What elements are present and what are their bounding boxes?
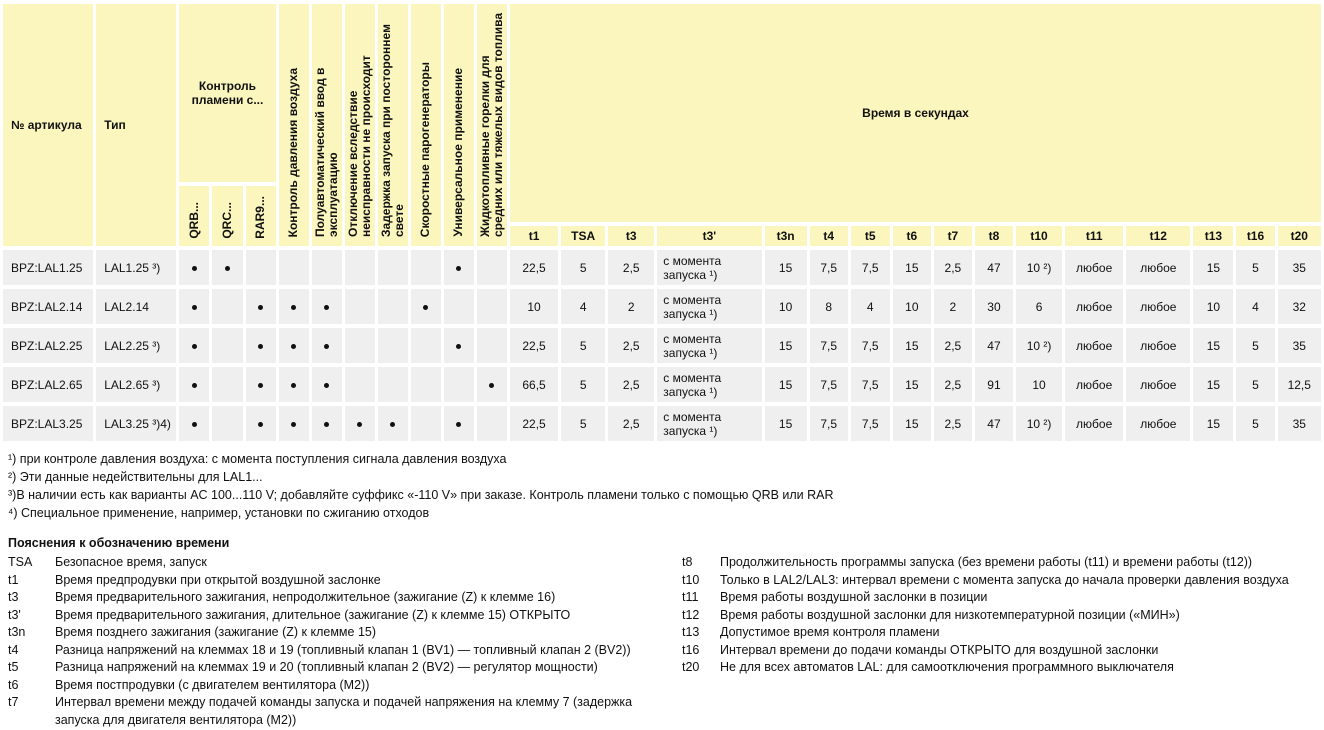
- time-definition-row: [8, 624, 682, 642]
- time-value-cell: 5: [1236, 367, 1274, 402]
- feature-flag-cell: [477, 328, 507, 363]
- time-definition: Время постпродувки (с двигателем вентилятора (M2)): [55, 677, 370, 692]
- start-delay-extraneous-light-label: Задержка запуска при постороннем свете: [378, 24, 406, 237]
- oil-burners-heavy-fuel-header: [477, 4, 507, 246]
- article-number-cell: BPZ:LAL3.25: [3, 406, 93, 441]
- feature-flag-cell: [279, 289, 309, 324]
- feature-flag-cell: [279, 250, 309, 285]
- time-definition: Время позднего зажигания (зажигание (Z) к клемме 15): [55, 625, 377, 639]
- time-value-cell: 91: [975, 367, 1013, 402]
- dot-marker: [192, 422, 197, 427]
- footnotes: [8, 450, 1324, 522]
- universal-application-label: Универсальное применение: [451, 68, 466, 237]
- feature-flag-cell: [444, 328, 474, 363]
- time-col-header-t5: t5: [851, 226, 890, 246]
- oil-burners-heavy-fuel-label: Жидкотопливные горелки для средних или тяжелых видов топлива: [477, 12, 505, 237]
- type-cell: LAL3.25 ³)4): [96, 406, 176, 441]
- time-value-cell: с момента запуска ¹): [657, 328, 761, 363]
- explanations-right: [682, 554, 1324, 677]
- time-col-header-t11: t11: [1065, 226, 1123, 246]
- time-value-cell: 2: [934, 289, 972, 324]
- time-value-cell: 5: [1236, 406, 1274, 441]
- feature-flag-cell: [378, 406, 408, 441]
- air-pressure-control-label: Контроль давления воздуха: [286, 67, 301, 237]
- flame-control-group-header: Контроль пламени с...: [179, 4, 275, 182]
- time-value-cell: 15: [765, 250, 807, 285]
- time-value-cell: 10 ²): [1016, 328, 1062, 363]
- time-definition: Разница напряжений на клеммах 18 и 19 (топливный клапан 1 (BV1) — топливный клапан 2 (BV2)): [55, 642, 631, 657]
- dot-marker: [258, 344, 263, 349]
- time-value-cell: 22,5: [510, 250, 558, 285]
- time-definition: Время работы воздушной заслонки в позиции: [720, 590, 988, 604]
- feature-flag-cell: [179, 406, 209, 441]
- time-value-cell: 15: [1193, 328, 1233, 363]
- time-value-cell: 15: [765, 406, 807, 441]
- time-value-cell: с момента запуска ¹): [657, 289, 761, 324]
- time-value-cell: с момента запуска ¹): [657, 406, 761, 441]
- time-symbol: t12: [682, 607, 700, 622]
- dot-marker: [291, 383, 296, 388]
- feature-flag-cell: [212, 367, 242, 402]
- feature-flag-cell: [444, 406, 474, 441]
- dot-marker: [192, 266, 197, 271]
- start-delay-extraneous-light-header: [378, 4, 408, 246]
- time-definition: Только в LAL2/LAL3: интервал времени с момента запуска до начала проверки давления воздуха: [720, 572, 1289, 587]
- time-definition: Время работы воздушной заслонки для низкотемпературной позиции («МИН»): [720, 607, 1180, 622]
- table-row: [3, 289, 1321, 324]
- time-value-cell: 7,5: [851, 406, 890, 441]
- feature-flag-cell: [279, 406, 309, 441]
- no-fault-shutdown-header: [345, 4, 375, 246]
- feature-flag-cell: [411, 406, 441, 441]
- article-number-cell: BPZ:LAL2.25: [3, 328, 93, 363]
- time-value-cell: 7,5: [810, 328, 848, 363]
- feature-flag-cell: [246, 289, 276, 324]
- time-definition: Безопасное время, запуск: [55, 555, 207, 569]
- table-row: [3, 406, 1321, 441]
- time-value-cell: 15: [1193, 250, 1233, 285]
- dot-marker: [192, 383, 197, 388]
- feature-flag-cell: [312, 406, 342, 441]
- dot-marker: [324, 383, 329, 388]
- time-value-cell: 15: [765, 328, 807, 363]
- time-value-cell: любое: [1126, 367, 1190, 402]
- time-symbol: t5: [8, 660, 19, 674]
- feature-flag-cell: [279, 367, 309, 402]
- time-value-cell: 7,5: [810, 367, 848, 402]
- time-value-cell: 8: [810, 289, 848, 324]
- time-definition: Время предпродувки при открытой воздушной заслонке: [55, 572, 381, 587]
- time-value-cell: 5: [561, 406, 605, 441]
- time-definition: Допустимое время контроля пламени: [720, 625, 940, 639]
- time-col-header-t20: t20: [1278, 226, 1321, 246]
- semiautomatic-commissioning-header: [312, 4, 342, 246]
- time-value-cell: любое: [1065, 250, 1123, 285]
- time-col-header-t13: t13: [1193, 226, 1233, 246]
- time-definition-row: [682, 659, 1324, 677]
- no-fault-shutdown-label: Отключение вследствие неисправности не происходит: [345, 55, 373, 237]
- dot-marker: [258, 305, 263, 310]
- time-definition-row: [8, 642, 682, 660]
- feature-flag-cell: [411, 328, 441, 363]
- feature-flag-cell: [444, 250, 474, 285]
- dot-marker: [258, 422, 263, 427]
- time-value-cell: 2,5: [608, 250, 654, 285]
- footnote: ⁴) Специальное применение, например, установки по сжиганию отходов: [8, 506, 430, 520]
- header-row-top: [3, 4, 1321, 182]
- dot-marker: [291, 422, 296, 427]
- feature-flag-cell: [477, 367, 507, 402]
- time-col-header-t8: t8: [975, 226, 1013, 246]
- type-cell: LAL1.25 ³): [96, 250, 176, 285]
- time-value-cell: 6: [1016, 289, 1062, 324]
- time-definition: Время предварительного зажигания, непродолжительное (зажигание (Z) к клемме 16): [55, 590, 556, 604]
- time-value-cell: 35: [1278, 250, 1321, 285]
- time-value-cell: 2,5: [608, 406, 654, 441]
- time-definition-row: [8, 607, 682, 625]
- time-value-cell: любое: [1126, 250, 1190, 285]
- feature-flag-cell: [345, 367, 375, 402]
- feature-flag-cell: [312, 289, 342, 324]
- time-value-cell: 2,5: [608, 367, 654, 402]
- time-definition: Разница напряжений на клеммах 19 и 20 (топливный клапан 2 (BV2) — регулятор мощности): [55, 660, 598, 674]
- table-header: [3, 4, 1321, 246]
- footnote: ³)В наличии есть как варианты AC 100...110 V; добавляйте суффикс «-110 V» при заказе. Контроль пламени только с помощью QRB или RAR: [8, 488, 834, 502]
- explanations-title: Пояснения к обозначению времени: [8, 536, 230, 550]
- rar9-column-header: [246, 186, 276, 246]
- explanations-left: [8, 554, 682, 729]
- time-in-seconds-group-header: Время в секундах: [510, 4, 1321, 222]
- time-value-cell: 7,5: [851, 367, 890, 402]
- feature-flag-cell: [477, 406, 507, 441]
- time-explanations-section: [8, 535, 1324, 729]
- time-value-cell: 47: [975, 328, 1013, 363]
- time-definition-row: [8, 659, 682, 677]
- time-symbol: t8: [682, 555, 693, 569]
- time-value-cell: 5: [561, 367, 605, 402]
- qrb-label: QRB...: [186, 202, 201, 239]
- type-cell: LAL2.14: [96, 289, 176, 324]
- dot-marker: [489, 383, 494, 388]
- time-value-cell: 32: [1278, 289, 1321, 324]
- qrc-label: QRC...: [219, 202, 234, 239]
- time-value-cell: 15: [765, 367, 807, 402]
- time-col-header-t7: t7: [934, 226, 972, 246]
- dot-marker: [456, 344, 461, 349]
- time-symbol: TSA: [8, 555, 33, 569]
- time-value-cell: 15: [893, 328, 931, 363]
- time-value-cell: 4: [561, 289, 605, 324]
- semiautomatic-commissioning-label: Полуавтоматический ввод в эксплуатацию: [312, 67, 340, 237]
- dot-marker: [456, 422, 461, 427]
- feature-flag-cell: [179, 250, 209, 285]
- time-definition-row: [8, 589, 682, 607]
- time-value-cell: 30: [975, 289, 1013, 324]
- table-row: [3, 367, 1321, 402]
- dot-marker: [291, 305, 296, 310]
- time-symbol: t4: [8, 642, 19, 657]
- time-value-cell: 5: [1236, 250, 1274, 285]
- feature-flag-cell: [411, 250, 441, 285]
- time-value-cell: 10: [893, 289, 931, 324]
- footnote: ²) Эти данные недействительны для LAL1...: [8, 470, 263, 484]
- universal-application-header: [444, 4, 474, 246]
- time-value-cell: 4: [1236, 289, 1274, 324]
- article-column-header: № артикула: [3, 4, 93, 246]
- time-value-cell: 22,5: [510, 406, 558, 441]
- time-definition-row: [8, 554, 682, 572]
- time-value-cell: любое: [1065, 406, 1123, 441]
- dot-marker: [456, 266, 461, 271]
- time-symbol: t13: [682, 625, 700, 639]
- time-value-cell: 10 ²): [1016, 250, 1062, 285]
- time-col-header-t3-prime: t3': [657, 226, 761, 246]
- feature-flag-cell: [378, 328, 408, 363]
- time-value-cell: 35: [1278, 406, 1321, 441]
- article-number-cell: BPZ:LAL1.25: [3, 250, 93, 285]
- time-definition-row: [8, 677, 682, 695]
- table-body: [3, 250, 1321, 441]
- time-value-cell: 2,5: [934, 367, 972, 402]
- qrb-column-header: [179, 186, 209, 246]
- time-value-cell: 15: [1193, 367, 1233, 402]
- feature-flag-cell: [212, 328, 242, 363]
- feature-flag-cell: [477, 289, 507, 324]
- dot-marker: [357, 422, 362, 427]
- feature-flag-cell: [312, 250, 342, 285]
- time-value-cell: 15: [893, 367, 931, 402]
- time-symbol: t1: [8, 572, 19, 587]
- type-cell: LAL2.25 ³): [96, 328, 176, 363]
- time-symbol: t20: [682, 660, 700, 674]
- time-value-cell: 5: [561, 250, 605, 285]
- dot-marker: [192, 305, 197, 310]
- high-speed-steam-generators-label: Скоростные парогенераторы: [418, 61, 433, 237]
- feature-flag-cell: [345, 250, 375, 285]
- feature-flag-cell: [378, 289, 408, 324]
- time-value-cell: 15: [893, 406, 931, 441]
- feature-flag-cell: [345, 328, 375, 363]
- dot-marker: [324, 422, 329, 427]
- qrc-column-header: [212, 186, 242, 246]
- time-definition-row: [682, 624, 1324, 642]
- time-definition-row: [682, 572, 1324, 590]
- feature-flag-cell: [246, 250, 276, 285]
- type-column-header: Тип: [96, 4, 176, 246]
- time-value-cell: 10: [510, 289, 558, 324]
- article-number-cell: BPZ:LAL2.65: [3, 367, 93, 402]
- feature-flag-cell: [477, 250, 507, 285]
- feature-flag-cell: [246, 367, 276, 402]
- dot-marker: [324, 305, 329, 310]
- time-value-cell: 7,5: [851, 328, 890, 363]
- time-symbol: t16: [682, 642, 700, 657]
- feature-flag-cell: [411, 289, 441, 324]
- feature-flag-cell: [279, 328, 309, 363]
- time-symbol: t3: [8, 590, 19, 604]
- time-definition-row: [682, 554, 1324, 572]
- time-symbol: t7: [8, 695, 19, 709]
- high-speed-steam-generators-header: [411, 4, 441, 246]
- time-value-cell: 7,5: [810, 250, 848, 285]
- feature-flag-cell: [212, 250, 242, 285]
- time-value-cell: 7,5: [851, 250, 890, 285]
- time-symbol: t3': [8, 607, 21, 622]
- time-value-cell: 5: [1236, 328, 1274, 363]
- time-col-header-t1: t1: [510, 226, 558, 246]
- rar9-label: RAR9...: [253, 196, 268, 239]
- feature-flag-cell: [246, 328, 276, 363]
- time-value-cell: 47: [975, 250, 1013, 285]
- time-value-cell: 10: [765, 289, 807, 324]
- time-value-cell: 12,5: [1278, 367, 1321, 402]
- time-value-cell: 10 ²): [1016, 406, 1062, 441]
- feature-flag-cell: [179, 367, 209, 402]
- dot-marker: [291, 344, 296, 349]
- feature-flag-cell: [312, 367, 342, 402]
- feature-flag-cell: [179, 289, 209, 324]
- time-symbol: t11: [682, 590, 699, 604]
- feature-flag-cell: [345, 289, 375, 324]
- feature-flag-cell: [411, 367, 441, 402]
- feature-flag-cell: [378, 250, 408, 285]
- time-definition: Продолжительность программы запуска (без времени работы (t11) и времени работы (t12)): [720, 555, 1253, 569]
- dot-marker: [192, 344, 197, 349]
- time-value-cell: 4: [851, 289, 890, 324]
- feature-flag-cell: [444, 367, 474, 402]
- time-definition: Интервал времени между подачей команды запуска и подачей напряжения на клемму 7 (задержка запуска для двигателя вентилятора (M2)): [55, 695, 633, 727]
- time-definition-row: [682, 642, 1324, 660]
- time-col-header-t6: t6: [893, 226, 931, 246]
- time-definition: Интервал времени до подачи команды ОТКРЫТО для воздушной заслонки: [720, 642, 1159, 657]
- time-value-cell: любое: [1065, 367, 1123, 402]
- time-definition: Не для всех автоматов LAL: для самоотключения программного выключателя: [720, 660, 1174, 674]
- time-value-cell: 2,5: [934, 328, 972, 363]
- feature-flag-cell: [212, 406, 242, 441]
- time-col-header-t16: t16: [1236, 226, 1274, 246]
- time-value-cell: с момента запуска ¹): [657, 367, 761, 402]
- time-col-header-t4: t4: [810, 226, 848, 246]
- time-value-cell: 7,5: [810, 406, 848, 441]
- time-definition-row: [682, 589, 1324, 607]
- time-value-cell: 10: [1193, 289, 1233, 324]
- table-row: [3, 328, 1321, 363]
- time-value-cell: 2,5: [608, 328, 654, 363]
- feature-flag-cell: [212, 289, 242, 324]
- feature-flag-cell: [179, 328, 209, 363]
- explanations-columns: [8, 554, 1324, 729]
- time-value-cell: 5: [561, 328, 605, 363]
- time-definition: Время предварительного зажигания, длительное (зажигание (Z) к клемме 15) ОТКРЫТО: [55, 607, 571, 622]
- article-number-cell: BPZ:LAL2.14: [3, 289, 93, 324]
- feature-flag-cell: [246, 406, 276, 441]
- time-value-cell: 66,5: [510, 367, 558, 402]
- time-value-cell: 35: [1278, 328, 1321, 363]
- time-definition-row: [682, 607, 1324, 625]
- time-value-cell: с момента запуска ¹): [657, 250, 761, 285]
- type-cell: LAL2.65 ³): [96, 367, 176, 402]
- time-value-cell: любое: [1126, 328, 1190, 363]
- time-symbol: t6: [8, 677, 19, 692]
- time-value-cell: 22,5: [510, 328, 558, 363]
- time-col-header-t10: t10: [1016, 226, 1062, 246]
- footnote: ¹) при контроле давления воздуха: с момента поступления сигнала давления воздуха: [8, 452, 507, 466]
- dot-marker: [390, 422, 395, 427]
- time-col-header-TSA: TSA: [561, 226, 605, 246]
- table-row: [3, 250, 1321, 285]
- time-value-cell: любое: [1065, 289, 1123, 324]
- feature-flag-cell: [378, 367, 408, 402]
- time-value-cell: 2,5: [934, 250, 972, 285]
- time-value-cell: любое: [1126, 406, 1190, 441]
- feature-flag-cell: [312, 328, 342, 363]
- dot-marker: [258, 383, 263, 388]
- air-pressure-control-header: [279, 4, 309, 246]
- dot-marker: [423, 305, 428, 310]
- time-value-cell: любое: [1126, 289, 1190, 324]
- dot-marker: [225, 266, 230, 271]
- time-col-header-t3: t3: [608, 226, 654, 246]
- dot-marker: [324, 344, 329, 349]
- time-symbol: t3n: [8, 625, 26, 639]
- time-value-cell: 2,5: [934, 406, 972, 441]
- time-value-cell: 47: [975, 406, 1013, 441]
- feature-flag-cell: [345, 406, 375, 441]
- time-definition-row: [8, 572, 682, 590]
- time-value-cell: любое: [1065, 328, 1123, 363]
- time-value-cell: 15: [893, 250, 931, 285]
- feature-flag-cell: [444, 289, 474, 324]
- time-value-cell: 10: [1016, 367, 1062, 402]
- time-symbol: t10: [682, 572, 700, 587]
- time-value-cell: 15: [1193, 406, 1233, 441]
- time-col-header-t12: t12: [1126, 226, 1190, 246]
- time-col-header-t3n: t3n: [765, 226, 807, 246]
- time-definition-row: [8, 694, 682, 729]
- time-value-cell: 2: [608, 289, 654, 324]
